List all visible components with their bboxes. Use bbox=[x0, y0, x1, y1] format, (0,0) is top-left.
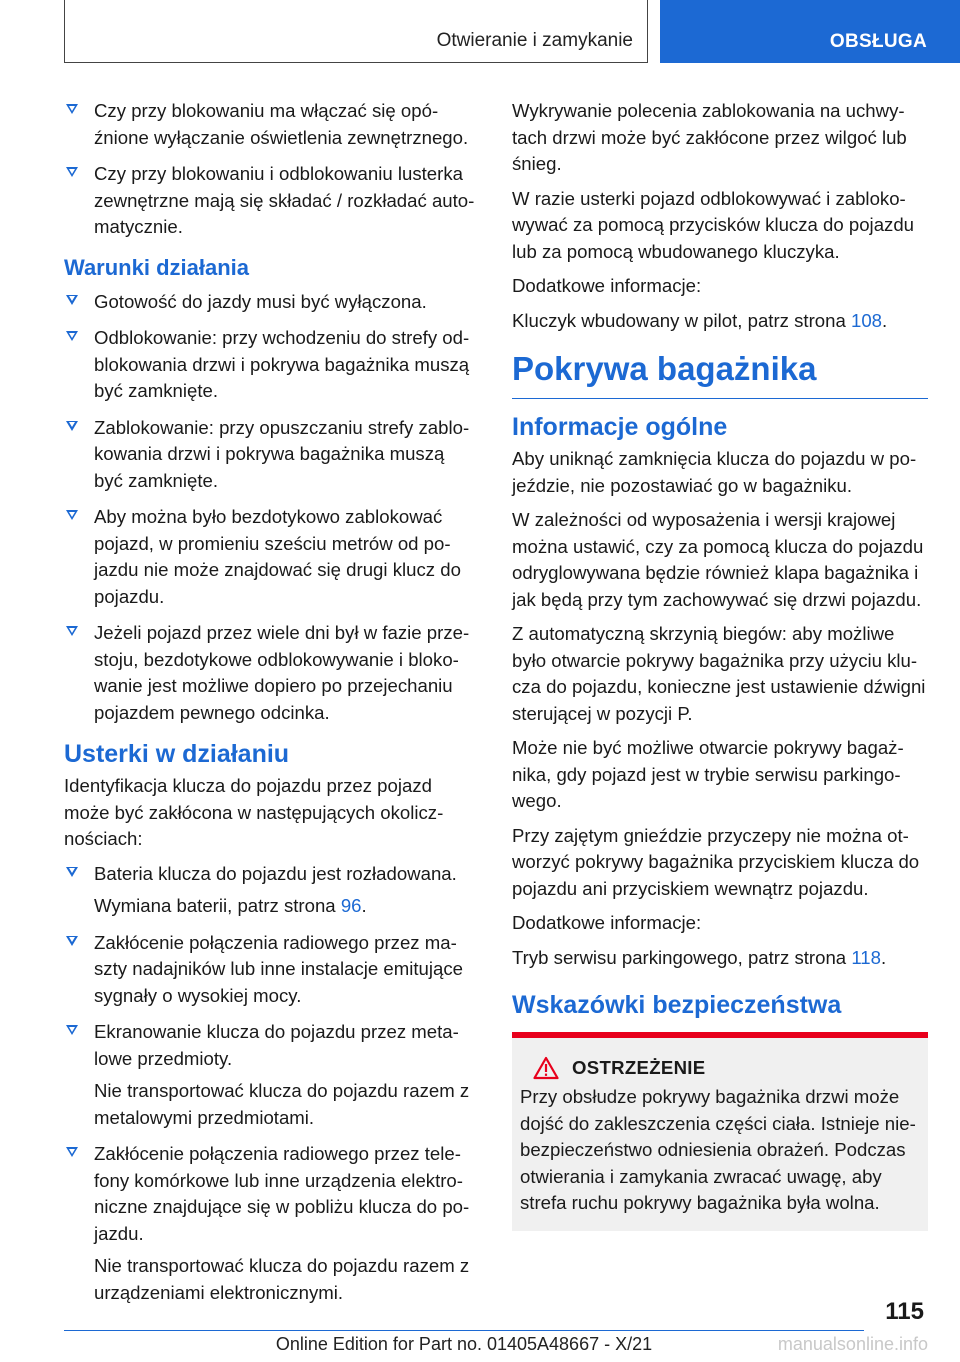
warning-triangle-icon bbox=[528, 1056, 564, 1080]
warning-text: Przy obsłudze pokrywy bagażnika drzwi może dojść do zakleszczenia części ciała. Istnieje niebezpieczeństwo odniesienia obrażeń. Podczas otwierania i zamykania zwracać uwagę, aby strefa ruchu pokrywy bagażnika była wolna. bbox=[520, 1086, 916, 1213]
list-item: Jeżeli pojazd przez wiele dni był w fazie przestoju, bezdotykowe odblokowywanie i blokowanie jest możliwe dopiero po przejechaniu pojazdem pewnego odcinka. bbox=[64, 620, 478, 726]
triangle-bullet-icon bbox=[66, 936, 78, 946]
conditions-heading: Warunki działania bbox=[64, 254, 250, 280]
triangle-bullet-icon bbox=[66, 421, 78, 431]
triangle-bullet-icon bbox=[66, 167, 78, 177]
triangle-bullet-icon bbox=[66, 626, 78, 636]
footer-edition: Online Edition for Part no. 01405A48667 - X/21 bbox=[275, 1334, 653, 1354]
safety-heading: Wskazówki bezpieczeństwa bbox=[512, 991, 842, 1019]
header-chapter-box bbox=[64, 0, 648, 63]
list-item: Zakłócenie połączenia radiowego przez telefony komórkowe lub inne urządzenia elektroniczne znajdujące się w pobliżu klucza do pojazdu. Nie transportować klucza do pojazdu razem z urządzeniami elektronicznymi. bbox=[64, 1141, 478, 1306]
triangle-bullet-icon bbox=[66, 1025, 78, 1035]
list-item: Zakłócenie połączenia radiowego przez maszty nadajników lub inne instalacje emitujące sygnały o wysokiej mocy. bbox=[64, 930, 478, 1010]
triangle-bullet-icon bbox=[66, 1147, 78, 1157]
footer-watermark: manualsonline.info bbox=[777, 1334, 928, 1354]
warning-title: OSTRZEŻENIE bbox=[572, 1057, 706, 1078]
list-item: Bateria klucza do pojazdu jest rozładowana. Wymiana baterii, patrz strona 96. bbox=[64, 861, 478, 920]
triangle-bullet-icon bbox=[66, 104, 78, 114]
warning-header bbox=[520, 1056, 918, 1080]
header-chapter-title: Otwieranie i zamykanie bbox=[436, 30, 633, 51]
list-item: Czy przy blokowaniu ma włączać się opóźnione wyłączanie oświetlenia zewnętrznego. bbox=[64, 98, 478, 151]
cross-reference: Kluczyk wbudowany w pilot, patrz strona 108. bbox=[512, 309, 888, 331]
header-section-label: OBSŁUGA bbox=[829, 31, 927, 52]
page-link-96[interactable]: 96 bbox=[340, 895, 362, 916]
triangle-bullet-icon bbox=[66, 331, 78, 341]
list-item: Aby można było bezdotykowo zablokować pojazd, w promieniu sześciu metrów od pojazdu nie może znajdować się drugi klucz do pojazdu. bbox=[64, 504, 478, 610]
general-info-heading: Informacje ogólne bbox=[512, 413, 728, 441]
list-item: Ekranowanie klucza do pojazdu przez metalowe przedmioty. Nie transportować klucza do pojazdu razem z metalowymi przedmiotami. bbox=[64, 1019, 478, 1131]
faults-intro: Identyfikacja klucza do pojazdu przez pojazd może być zakłócona w następujących okolicznościach: bbox=[64, 775, 444, 849]
triangle-bullet-icon bbox=[66, 295, 78, 305]
right-column: Wykrywanie polecenia zablokowania na uchwytach drzwi może być zakłócone przez wilgoć lub śnieg. W razie usterki pojazd odblokowywać i zablokowywać za pomocą przycisków klucza do pojazdu lub za pomocą wbudowanego kluczyka. Dodatkowe informacje: Kluczyk wbudowany w pilot, patrz strona 108. Pokrywa bagażnika Informacje ogólne Aby uniknąć zamknięcia klucza do pojazdu w pojeździe, nie pozostawiać go w bagażniku. W zależności od wyposażenia i wersji krajowej można ustawić, czy za pomocą klucza do pojazdu odryglowywana będzie również klapa bagażnika i jak będą przy tym zachowywać się drzwi pojazdu. Z automatyczną skrzynią biegów: aby możliwe było otwarcie pokrywy bagażnika przy użyciu klucza do pojazdu, konieczne jest ustawienie dźwigni sterującej w pozycji P. Może nie być możliwe otwarcie pokrywy bagażnika, gdy pojazd jest w trybie serwisu parkingowego. Przy zajętym gnieździe przyczepy nie można otworzyć pokrywy bagażnika przyciskiem klucza do pojazdu ani przyciskiem wewnątrz pojazdu. Dodatkowe informacje: Tryb serwisu parkingowego, patrz strona 118. Wskazówki bezpieczeństwa OSTRZEŻENIE Przy obsłudze pokrywy bagażnika drzwi może dojść do zakleszczenia części ciała. Istnieje niebezpieczeństwo odniesienia obrażeń. Podczas otwierania i zamykania zwracać uwagę, aby strefa ruchu pokrywy bagażnika była wolna. bbox=[512, 98, 928, 1231]
faults-heading: Usterki w działaniu bbox=[64, 740, 290, 768]
list-item: Gotowość do jazdy musi być wyłączona. bbox=[64, 289, 478, 316]
footer-divider bbox=[64, 1330, 864, 1331]
left-column bbox=[64, 98, 478, 1316]
list-item: Zablokowanie: przy opuszczaniu strefy zablokowania drzwi i pokrywa bagażnika muszą być zamknięte. bbox=[64, 415, 478, 495]
section-title: Pokrywa bagażnika bbox=[512, 350, 928, 399]
list-item: Czy przy blokowaniu i odblokowaniu lusterka zewnętrzne mają się składać / rozkładać automatycznie. bbox=[64, 161, 478, 241]
page-link-108[interactable]: 108 bbox=[850, 309, 883, 331]
header-section-tab bbox=[660, 0, 960, 63]
page-link-118[interactable]: 118 bbox=[851, 946, 881, 968]
list-item: Odblokowanie: przy wchodzeniu do strefy odblokowania drzwi i pokrywa bagażnika muszą być zamknięte. bbox=[64, 325, 478, 405]
page-number: 115 bbox=[885, 1298, 924, 1325]
cross-reference: Wymiana baterii, patrz strona 96. bbox=[94, 895, 367, 916]
triangle-bullet-icon bbox=[66, 510, 78, 520]
cross-reference: Tryb serwisu parkingowego, patrz strona 118. bbox=[512, 946, 887, 968]
warning-box bbox=[512, 1032, 928, 1231]
triangle-bullet-icon bbox=[66, 867, 78, 877]
